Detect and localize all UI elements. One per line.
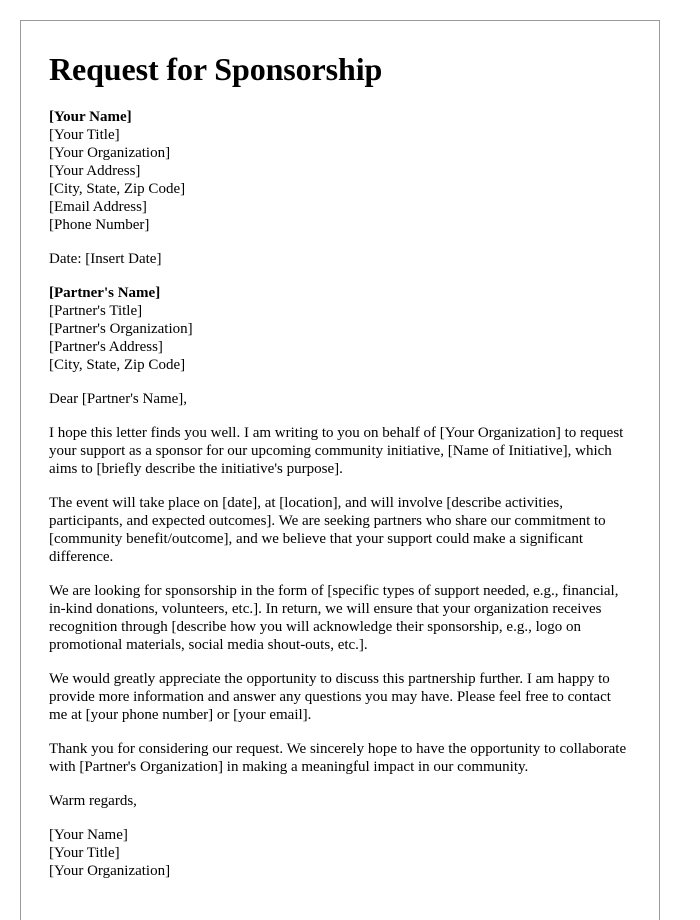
recipient-address: [Partner's Address] [49, 339, 163, 355]
recipient-block [49, 284, 631, 374]
signature-organization: [Your Organization] [49, 863, 171, 879]
sender-city-state-zip: [City, State, Zip Code] [49, 181, 186, 197]
body-paragraph: We would greatly appreciate the opportunity to discuss this partnership further. I am happy to provide more information and answer any questions you may have. Please feel free to contact me at [your phone number] or [your email]. [49, 671, 611, 723]
recipient-organization: [Partner's Organization] [49, 321, 193, 337]
body-paragraph: I hope this letter finds you well. I am writing to you on behalf of [Your Organization] to request your support as a sponsor for our upcoming community initiative, [Name of Initiative], which aims to [briefly describe the initiative's purpose]. [49, 425, 624, 477]
sender-phone: [Phone Number] [49, 217, 150, 233]
sender-name: [Your Name] [49, 109, 132, 125]
salutation: Dear [Partner's Name], [49, 391, 188, 407]
signature-title: [Your Title] [49, 845, 120, 861]
sender-address: [Your Address] [49, 163, 141, 179]
closing: Warm regards, [49, 793, 137, 809]
letter-page [20, 20, 660, 920]
sender-title: [Your Title] [49, 127, 120, 143]
body-paragraph: The event will take place on [date], at [location], and will involve [describe activities, participants, and expected outcomes]. We are seeking partners who share our commitment to [community benefit/outcome], and we believe that your support could make a significant difference. [49, 495, 606, 565]
recipient-title: [Partner's Title] [49, 303, 143, 319]
date-line: Date: [Insert Date] [49, 251, 162, 267]
recipient-city-state-zip: [City, State, Zip Code] [49, 357, 186, 373]
sender-organization: [Your Organization] [49, 145, 171, 161]
recipient-name: [Partner's Name] [49, 285, 161, 301]
body-paragraph: We are looking for sponsorship in the form of [specific types of support needed, e.g., financial, in-kind donations, volunteers, etc.]. In return, we will ensure that your organization receives recognition through [describe how you will acknowledge their sponsorship, e.g., logo on promotional materials, social media shout-outs, etc.]. [49, 583, 619, 653]
letter-title: Request for Sponsorship [49, 51, 383, 87]
signature-block [49, 826, 631, 880]
signature-name: [Your Name] [49, 827, 128, 843]
sender-email: [Email Address] [49, 199, 147, 215]
sender-block [49, 108, 631, 234]
body-paragraph: Thank you for considering our request. We sincerely hope to have the opportunity to collaborate with [Partner's Organization] in making a meaningful impact in our community. [49, 741, 627, 775]
